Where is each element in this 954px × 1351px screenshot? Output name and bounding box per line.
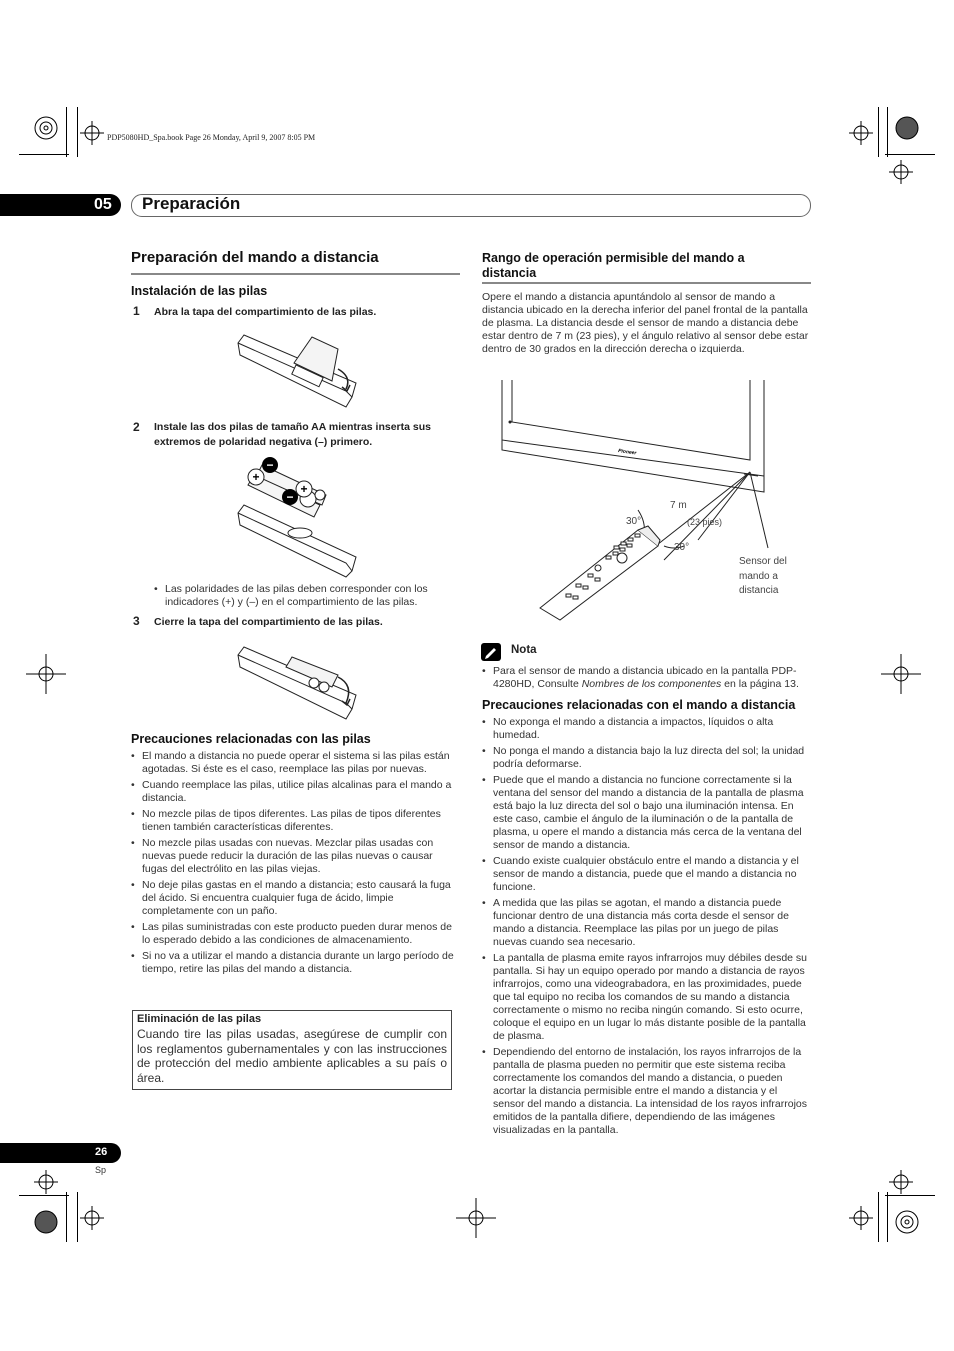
list-item: • Las polaridades de las pilas deben corresponder con los indicadores (+) y (–) en el compartimiento de las pilas. [154, 583, 460, 609]
list-item: • Dependiendo del entorno de instalación, los rayos infrarrojos de la pantalla de plasma pueden no permitir que este sistema reciba correctamente los comandos del mando a distancia, o pueden acortar la distancia permisible entre el mando a distancia y el sensor del mando a distancia. La intensidad de los rayos infrarrojos emitidos de la pantalla difiere, dependiendo de las imágenes visualizadas en la pantalla. [482, 1046, 811, 1137]
step-2-text: Instale las dos pilas de tamaño AA mientras inserta sus extremos de polaridad negativa (–) primero. [154, 421, 431, 448]
disposal-text: Cuando tire las pilas usadas, asegúrese de cumplir con los reglamentos gubernamentales y con las instrucciones de protección del medio ambiente aplicables a su país o área. [137, 1027, 447, 1085]
remote-precautions-list [482, 716, 811, 1140]
section-rule [131, 273, 460, 275]
chapter-number: 05 [94, 196, 112, 213]
angle-left-label: 30° [626, 516, 642, 527]
plus-sign: + [300, 482, 308, 496]
section-heading: Preparación del mando a distancia [131, 249, 379, 266]
minus-sign: − [286, 490, 294, 504]
language-code: Sp [95, 1165, 107, 1175]
install-heading: Instalación de las pilas [131, 284, 268, 298]
page-number: 26 [95, 1146, 108, 1158]
note-text: Para el sensor de mando a distancia ubicado en la pantalla PDP-4280HD, Consulte [493, 665, 797, 690]
polarity-note [154, 583, 460, 612]
distance-label: 7 m [670, 500, 687, 511]
list-item: • No mezcle pilas usadas con nuevas. Mezclar pilas usadas con nuevas puede reducir la duración de las pilas nuevas o causar fugas del electrólito en las pilas viejas. [131, 837, 460, 876]
note-label: Nota [511, 644, 537, 656]
list-item: • No ponga el mando a distancia bajo la luz directa del sol; la unidad podría deformarse. [482, 745, 811, 771]
list-item: • No exponga el mando a distancia a impactos, líquidos o alta humedad. [482, 716, 811, 742]
list-item: • La pantalla de plasma emite rayos infrarrojos muy débiles desde su pantalla. Si hay un equipo operado por mando a distancia de rayos infrarrojos, como una videograbadora, en las proximidades, puede que tal equipo no reciba los comandos de su mando a distancia correctamente o mismo no reciba ningún comando. Si esto ocurre, coloque el equipo en un lugar lo más distante posible de la pantalla de plasma. [482, 952, 811, 1043]
list-item: • Si no va a utilizar el mando a distancia durante un largo período de tiempo, retire las pilas del mando a distancia. [131, 950, 460, 976]
list-item: • Puede que el mando a distancia no funcione correctamente si la ventana del sensor del mando a distancia de la pantalla de plasma está bajo la luz directa del sol o bajo una iluminación intensa. En este caso, cambie el ángulo de la iluminación o de la pantalla de plasma, u opere el mando a distancia más cerca de la ventana del sensor de mando a distancia. [482, 774, 811, 852]
print-info: PDP5080HD_Spa.book Page 26 Monday, April 9, 2007 8:05 PM [107, 133, 316, 142]
range-text: Opere el mando a distancia apuntándolo al sensor de mando a distancia ubicado en la derecha inferior del panel frontal de la pantalla de plasma. La distancia desde el sensor de mando a distancia debe estar dentro de 7 m (23 pies), y el ángulo relativo al sensor debe estar dentro de 30 grados en la dirección derecha o izquierda. [482, 291, 809, 355]
angle-right-label: 30° [674, 542, 690, 553]
remote-control-drawing [540, 526, 660, 620]
remote-open-cover-illustration [234, 325, 360, 413]
battery-insertion-illustration [234, 455, 360, 580]
minus-sign: − [266, 458, 274, 472]
step-3-number: 3 [133, 614, 140, 628]
distance-ft-label: (23 pies) [687, 517, 723, 527]
list-item: • Cuando reemplace las pilas, utilice pilas alcalinas para el mando a distancia. [131, 779, 460, 805]
list-item: • No mezcle pilas de tipos diferentes. Las pilas de tipos diferentes tienen también características diferentes. [131, 808, 460, 834]
disposal-box [132, 1010, 452, 1090]
note-list [482, 665, 811, 694]
note-item [482, 665, 811, 691]
list-item: • A medida que las pilas se agotan, el mando a distancia puede funcionar dentro de una distancia más corta desde el sensor de mando a distancia. Reemplace las pilas por un juego de pilas nuevas cuando sea necesario. [482, 897, 811, 949]
battery-precautions-heading: Precauciones relacionadas con las pilas [131, 732, 371, 746]
list-item: • Las pilas suministradas con este producto pueden durar menos de lo esperado debido a las condiciones de almacenamiento. [131, 921, 460, 947]
list-item: • Cuando existe cualquier obstáculo entre el mando a distancia y el sensor de mando a distancia, puede que el mando a distancia no funcione. [482, 855, 811, 894]
step-2-number: 2 [133, 420, 140, 434]
operating-range-diagram [498, 380, 818, 622]
plus-sign: + [252, 470, 260, 484]
sensor-label-2: mando a [739, 571, 778, 582]
step-1-number: 1 [133, 304, 140, 318]
note-pencil-icon [481, 643, 501, 661]
brand-logo: Pioneer [617, 448, 637, 457]
sensor-label-1: Sensor del [739, 556, 787, 567]
range-rule [482, 282, 811, 284]
chapter-title: Preparación [142, 194, 241, 213]
remote-precautions-heading: Precauciones relacionadas con el mando a distancia [482, 698, 796, 712]
disposal-title: Eliminación de las pilas [137, 1013, 262, 1025]
note-text-end: en la página 13. [721, 678, 799, 690]
sensor-label-3: distancia [739, 585, 779, 596]
note-reference: Nombres de los componentes [581, 678, 722, 690]
step-1-text: Abra la tapa del compartimiento de las pilas. [154, 306, 377, 318]
range-heading: Rango de operación permisible del mando a distancia [482, 251, 745, 280]
battery-precautions-list [131, 750, 460, 979]
list-item: • El mando a distancia no puede operar el sistema si las pilas están agotadas. Si éste es el caso, reemplace las pilas por nuevas. [131, 750, 460, 776]
step-3-text: Cierre la tapa del compartimiento de las pilas. [154, 616, 383, 628]
remote-close-cover-illustration [234, 637, 360, 725]
list-item: • No deje pilas gastas en el mando a distancia; esto causará la fuga del ácido. Si encuentra cualquier fuga de ácido, limpie completamente con un paño. [131, 879, 460, 918]
